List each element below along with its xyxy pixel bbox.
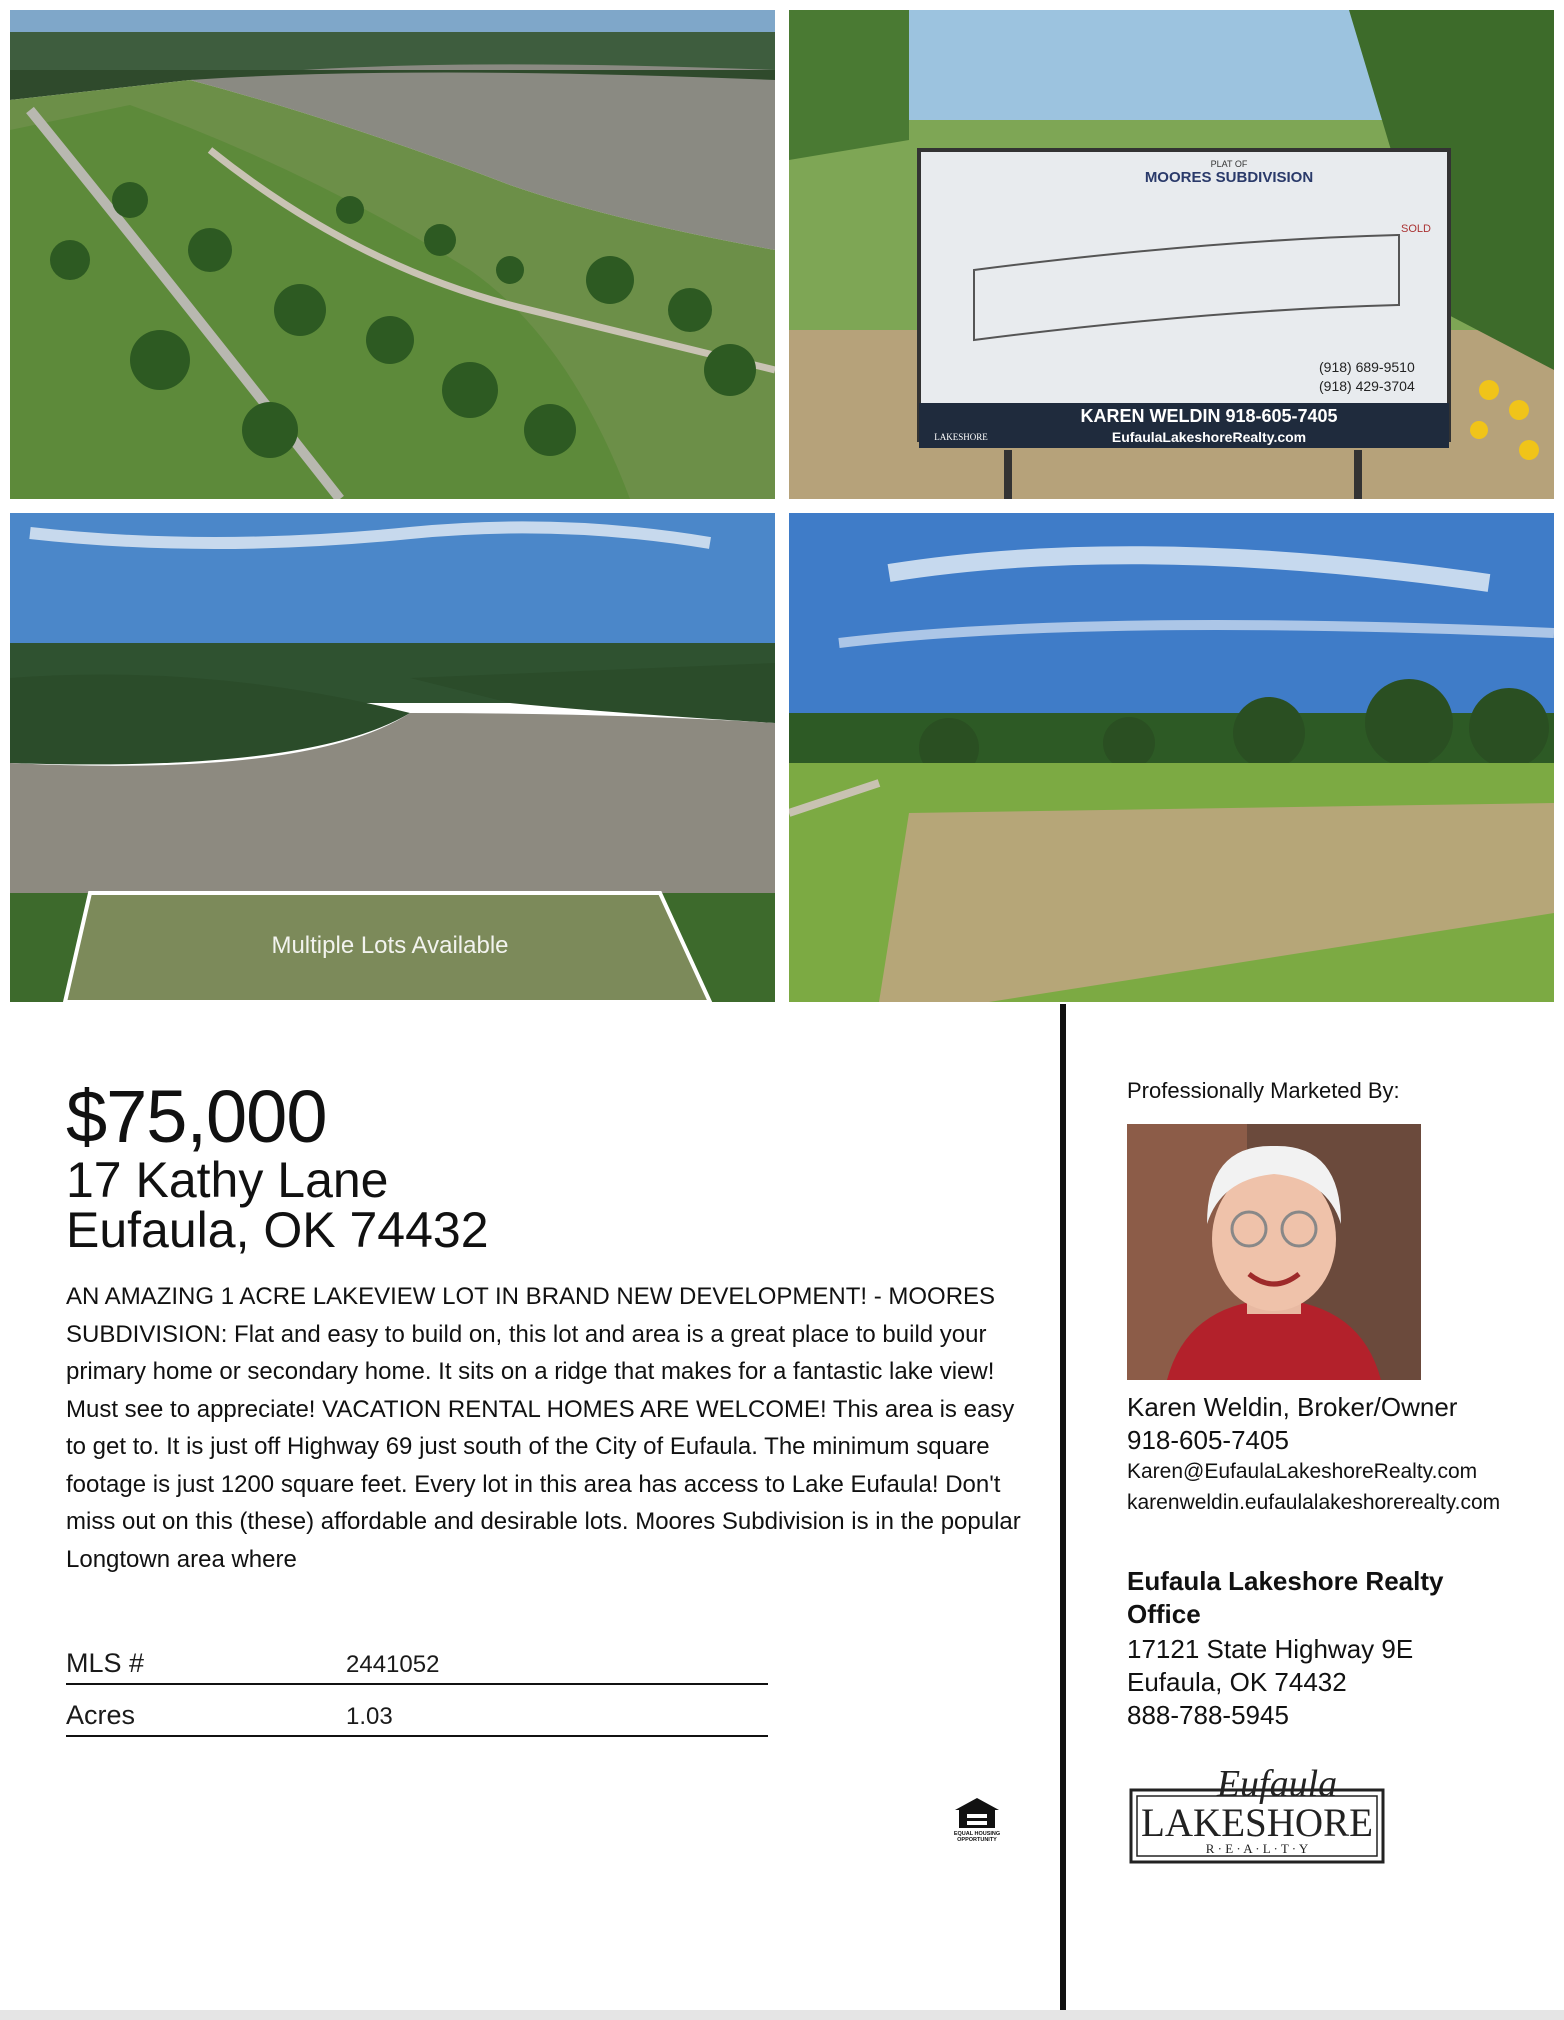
sign-small-logo: LAKESHORE	[934, 432, 988, 442]
vertical-divider	[1060, 1004, 1066, 2010]
fact-row-mls	[66, 1641, 768, 1685]
photo-open-field	[789, 513, 1554, 1002]
fact-label: MLS #	[66, 1648, 145, 1678]
sign-agent-banner: KAREN WELDIN 918-605-7405	[1080, 406, 1338, 426]
overlay-multiple-lots: Multiple Lots Available	[271, 932, 509, 959]
fact-value: 1.03	[346, 1703, 393, 1730]
sign-phone-2: (918) 429-3704	[1319, 378, 1415, 394]
sign-plat-subtitle: PLAT OF	[1210, 159, 1248, 169]
agent-name-title: Karen Weldin, Broker/Owner	[1127, 1392, 1458, 1422]
office-address-line-1: 17121 State Highway 9E	[1127, 1634, 1414, 1664]
sign-plat-title: MOORES SUBDIVISION	[1144, 169, 1314, 186]
agent-headshot	[1127, 1124, 1421, 1380]
office-address-line-2: Eufaula, OK 74432	[1127, 1667, 1347, 1697]
listing-description: AN AMAZING 1 ACRE LAKEVIEW LOT IN BRAND NEW DEVELOPMENT! - MOORES SUBDIVISION: Flat and easy to build on, this lot and area is a great place to build your primary home or secondary home. It sits on a ridge that makes for a fantastic lake view! Must see to appreciate! VACATION RENTAL HOMES ARE WELCOME! This area is easy to get to. It is just off Highway 69 just south of the City of Eufaula. The minimum square footage is just 1200 square feet. Every lot in this area has access to Lake Eufaula! Don't miss out on this (these) affordable and desirable lots. Moores Subdivision is in the popular Longtown area where	[66, 1283, 1021, 1573]
listing-price: $75,000	[66, 1075, 327, 1158]
page-bottom-edge	[0, 2010, 1564, 2020]
fact-label: Acres	[66, 1700, 136, 1730]
agent-email[interactable]: Karen@EufaulaLakeshoreRealty.com	[1127, 1460, 1478, 1483]
address-line-2: Eufaula, OK 74432	[66, 1202, 489, 1258]
eufaula-lakeshore-logo	[1127, 1756, 1387, 1868]
sign-phone-1: (918) 689-9510	[1319, 359, 1415, 375]
address-line-1: 17 Kathy Lane	[66, 1152, 389, 1208]
sign-website-banner: EufaulaLakeshoreRealty.com	[1111, 429, 1307, 445]
agent-website[interactable]: karenweldin.eufaulalakeshorerealty.com	[1127, 1491, 1501, 1514]
photo-aerial-lake-road	[10, 10, 775, 499]
equal-housing-icon	[951, 1796, 1003, 1842]
equal-housing-line-2: OPPORTUNITY	[957, 1837, 997, 1842]
photo-subdivision-sign	[789, 10, 1554, 499]
marketed-by-label: Professionally Marketed By:	[1127, 1078, 1400, 1103]
photo-aerial-lake-lots	[10, 513, 775, 1002]
sign-sold-mark: SOLD	[1401, 223, 1431, 235]
office-name: Eufaula Lakeshore Realty Office	[1127, 1566, 1444, 1629]
fact-row-acres	[66, 1693, 768, 1737]
fact-value: 2441052	[346, 1651, 440, 1678]
office-phone[interactable]: 888-788-5945	[1127, 1700, 1289, 1730]
equal-housing-line-1: EQUAL HOUSING	[953, 1831, 1001, 1837]
agent-phone[interactable]: 918-605-7405	[1127, 1425, 1289, 1455]
logo-main: LAKESHORE	[1141, 1800, 1373, 1845]
logo-script: Eufaula	[1216, 1763, 1338, 1805]
logo-sub: R · E · A · L · T · Y	[1205, 1841, 1309, 1856]
